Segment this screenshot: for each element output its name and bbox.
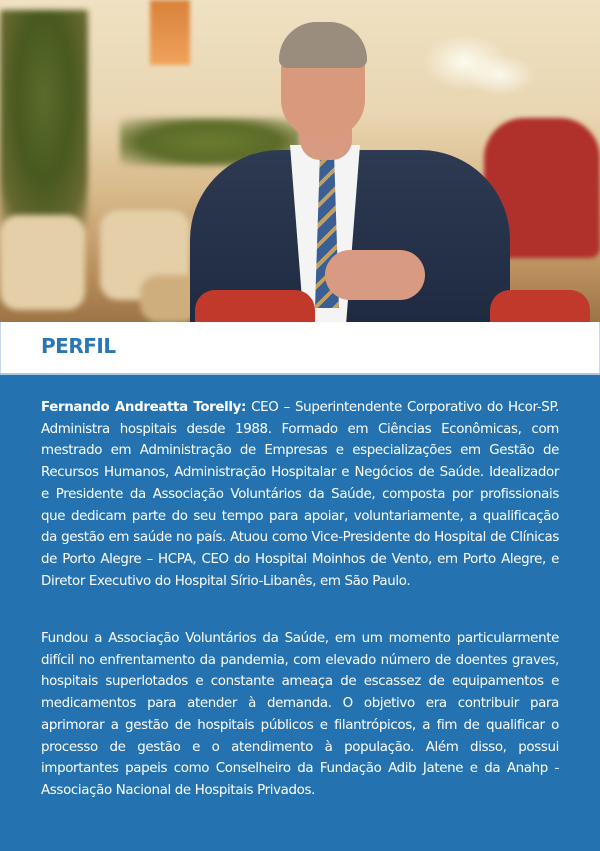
background-plant-wall [0,10,88,230]
foundation-text: Fundou a Associação Voluntários da Saúde, em um momento particularmente difícil no enfrentamento da pandemia, com elevado número de doentes graves, hospitais superlotados e constante ameaça de escassez de equipamentos e medicamentos para atender à demanda. O objetivo era contribuir para aprimorar a gestão de hospitais públicos e filantrópicos, a fim de qualificar o processo de gestão e o atendimento à população. Além disso, possui importantes papeis como Conselheiro da Fundação Adib Jatene e da Anahp - Associação Nacional de Hospitais Privados. [41,631,559,798]
section-title: PERFIL [41,334,116,358]
person-hands [325,250,425,300]
foundation-paragraph [41,628,559,802]
profile-body [0,375,600,851]
person-name: Fernando Andreatta Torelly: [41,400,247,415]
bio-text: CEO – Superintendente Corporativo do Hcor-SP. Administra hospitais desde 1988. Formado em Ciências Econômicas, com mestrado em Administração de Empresas e especializações em Gestão de Recursos Humanos, Administração Hospitalar e Negócios de Saúde. Idealizador e Presidente da Associação Voluntários da Saúde, composta por profissionais que dedicam parte do seu tempo para apoiar, voluntariamente, a qualificação da gestão em saúde no país. Atuou como Vice-Presidente do Hospital de Clínicas de Porto Alegre – HCPA, CEO do Hospital Moinhos de Vento, em Porto Alegre, e Diretor Executivo do Hospital Sírio-Libanês, em São Paulo. [41,400,559,589]
person-hair [279,22,367,68]
background-chair [0,215,85,310]
section-header [0,322,600,374]
red-chair-arm [490,290,590,322]
background-lamp [150,0,190,65]
red-chair-arm [195,290,315,322]
profile-photo [0,0,600,322]
bio-paragraph [41,397,559,592]
